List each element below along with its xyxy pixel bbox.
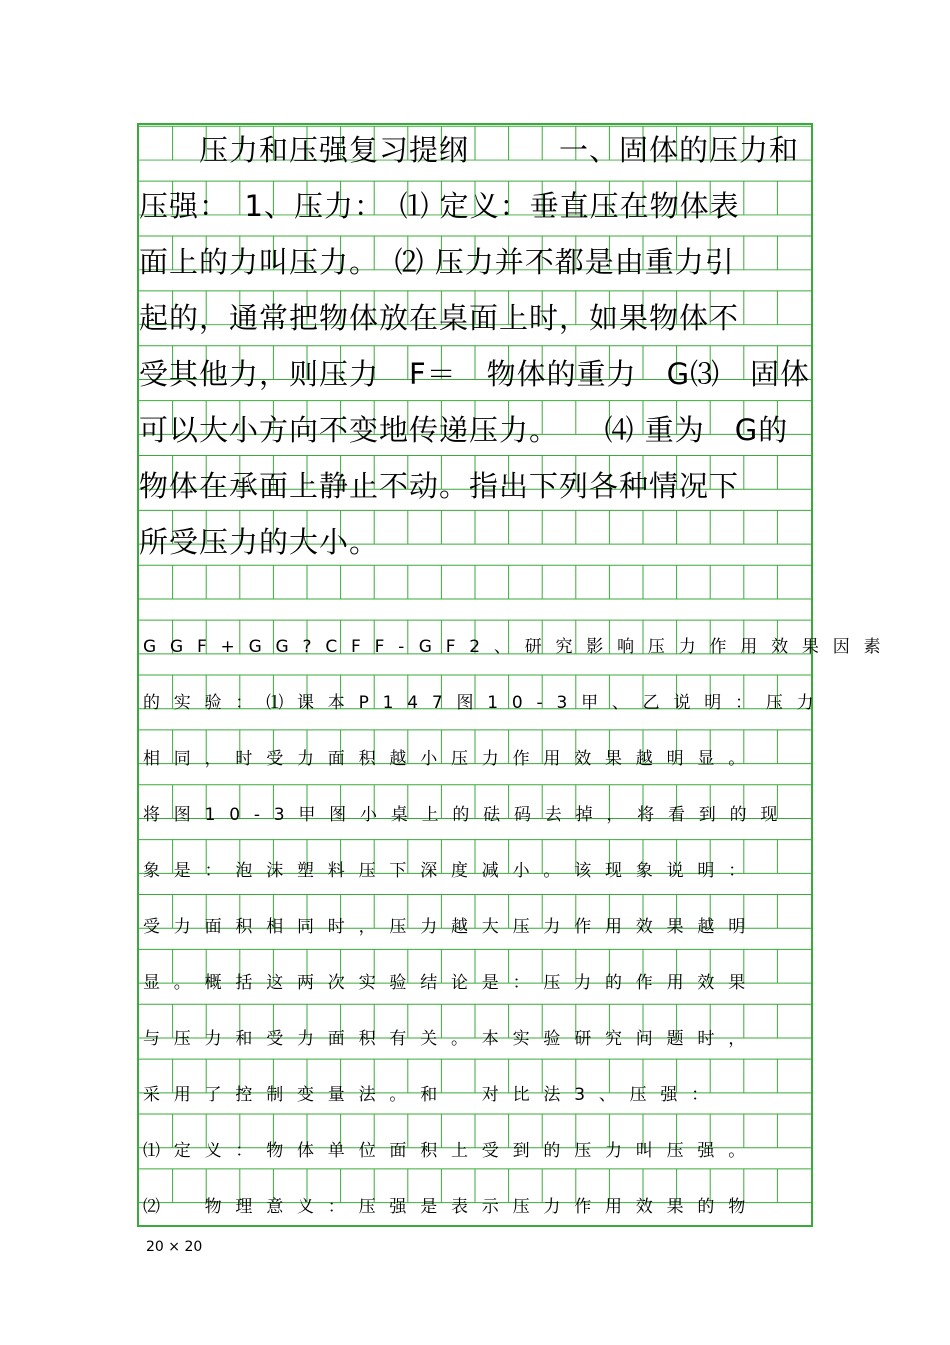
text-line: 压力和压强复习提纲 一、固体的压力和 [139,133,800,167]
text-line: 所受压力的大小。 [139,525,380,559]
text-line: 物体在承面上静止不动。指出下列各种情况下 [139,469,740,503]
text-line: 与压力和受力面积有关。本实验研究问题时， [143,1029,759,1049]
text-line: 相同，时受力面积越小压力作用效果越明显。 [143,749,759,769]
text-line: 采用了控制变量法。和 对比法3、压强： [143,1085,723,1105]
text-line: 受力面积相同时，压力越大压力作用效果越明 [143,917,759,937]
manuscript-grid-sheet [137,123,895,1227]
page-size-footer: 20 × 20 [146,1239,203,1255]
text-line: ⑴定义：物体单位面积上受到的压力叫压强。 [143,1141,759,1161]
text-line: 的实验：⑴课本P147图10-3甲、乙说明：压力 [143,693,828,713]
text-line: 可以大小方向不变地传递压力。 ⑷ 重为 G的 [139,413,789,447]
text-line: 象是：泡沫塑料压下深度减小。该现象说明： [143,861,759,881]
text-line: GGF+GG?CFF-GF2、研究影响压力作用效果因素 [143,637,895,657]
text-line: 受其他力，则压力 F＝ 物体的重力 G⑶ 固体 [139,357,811,391]
text-line: 起的，通常把物体放在桌面上时，如果物体不 [139,301,740,335]
text-line: 面上的力叫压力。 ⑵ 压力并不都是由重力引 [139,245,735,279]
grid-lines [139,125,895,1225]
text-line: 将图10-3甲图小桌上的砝码去掉，将看到的现 [143,805,792,825]
text-line: 压强： 1、压力： ⑴ 定义：垂直压在物体表 [139,189,740,223]
text-line: ⑵ 物理意义：压强是表示压力作用效果的物 [143,1197,759,1217]
text-line: 显。概括这两次实验结论是：压力的作用效果 [143,973,759,993]
